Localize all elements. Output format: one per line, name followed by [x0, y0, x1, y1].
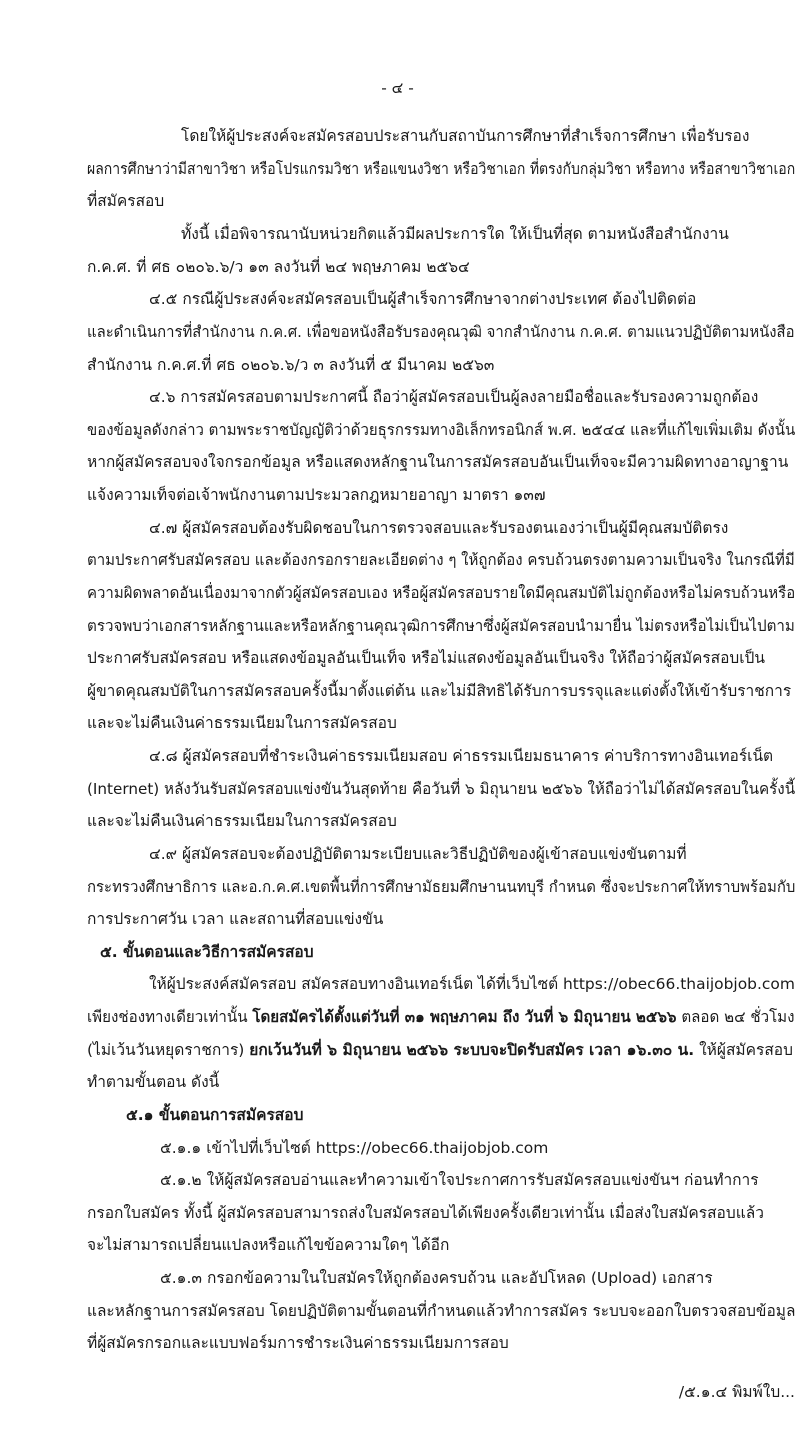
section-4-6-line: แจ้งความเท็จต่อเจ้าพนักงานตามประมวลกฎหมายอาญา มาตรา ๑๓๗ — [87, 486, 546, 504]
section-5-1-3-line: ที่ผู้สมัครกรอกและแบบฟอร์มการชำระเงินค่าธรรมเนียมการสอบ — [87, 1334, 509, 1352]
section-5-1-1-line: ๕.๑.๑ เข้าไปที่เว็บไซต์ https://obec66.thaijobjob.com — [160, 1139, 549, 1157]
section-4-8-line: และจะไม่คืนเงินค่าธรรมเนียมในการสมัครสอบ — [87, 812, 397, 830]
section-4-7-line: ความผิดพลาดอันเนื่องมาจากตัวผู้สมัครสอบเอง หรือผู้สมัครสอบรายใดมีคุณสมบัติไม่ถูกต้องหรือไม่ครบถ้วนหรือ — [87, 584, 796, 602]
section-4-5-line: สำนักงาน ก.ค.ศ.ที่ ศธ ๐๒๐๖.๖/ว ๓ ลงวันที่ ๕ มีนาคม ๒๕๖๓ — [87, 356, 495, 374]
section-5-line: (ไม่เว้นวันหยุดราชการ) ยกเว้นวันที่ ๖ มิถุนายน ๒๕๖๖ ระบบจะปิดรับสมัคร เวลา ๑๖.๓๐ น. ให้ผู้สมัครสอบ — [87, 1041, 793, 1059]
section-4-5-line: และดำเนินการที่สำนักงาน ก.ค.ศ. เพื่อขอหนังสือรับรองคุณวุฒิ จากสำนักงาน ก.ค.ศ. ตามแนวปฏิบัติตามหนังสือ — [87, 323, 795, 341]
section-4-6-line: หากผู้สมัครสอบจงใจกรอกข้อมูล หรือแสดงหลักฐานในการสมัครสอบอันเป็นเท็จจะมีความผิดทางอาญาฐาน — [87, 453, 789, 471]
paragraph-line: ก.ค.ศ. ที่ ศธ ๐๒๐๖.๖/ว ๑๓ ลงวันที่ ๒๔ พฤษภาคม ๒๕๖๔ — [87, 258, 470, 276]
section-4-7-line: ตรวจพบว่าเอกสารหลักฐานและหรือหลักฐานคุณวุฒิการศึกษาซึ่งผู้สมัครสอบนำมายื่น ไม่ตรงหรือไม่เป็นไปตาม — [87, 617, 795, 635]
section-5-line: เพียงช่องทางเดียวเท่านั้น โดยสมัครได้ตั้งแต่วันที่ ๓๑ พฤษภาคม ถึง วันที่ ๖ มิถุนายน ๒๕๖๖ ตลอด ๒๔ ชั่วโมง — [87, 1008, 795, 1026]
paragraph-line: โดยให้ผู้ประสงค์จะสมัครสอบประสานกับสถาบันการศึกษาที่สำเร็จการศึกษา เพื่อรับรอง — [181, 127, 750, 145]
section-4-8-line: ๔.๘ ผู้สมัครสอบที่ชำระเงินค่าธรรมเนียมสอบ ค่าธรรมเนียมธนาคาร ค่าบริการทางอินเทอร์เน็ต — [149, 747, 774, 765]
section-4-7-line: ผู้ขาดคุณสมบัติในการสมัครสอบครั้งนี้มาตั้งแต่ต้น และไม่มีสิทธิได้รับการบรรจุและแต่งตั้งให้เข้ารับราชการ — [87, 682, 792, 700]
page-number: - ๔ - — [381, 79, 414, 97]
section-5-line: ทำตามขั้นตอน ดังนี้ — [87, 1073, 220, 1091]
section-5-line: ให้ผู้ประสงค์สมัครสอบ สมัครสอบทางอินเทอร์เน็ต ได้ที่เว็บไซต์ https://obec66.thaijobjob.com — [149, 975, 795, 993]
section-4-9-line: ๔.๙ ผู้สมัครสอบจะต้องปฏิบัติตามระเบียบและวิธีปฏิบัติของผู้เข้าสอบแข่งขันตามที่ — [149, 845, 687, 863]
section-4-7-line: ประกาศรับสมัครสอบ หรือแสดงข้อมูลอันเป็นเท็จ หรือไม่แสดงข้อมูลอันเป็นจริง ให้ถือว่าผู้สมัครสอบเป็น — [87, 649, 765, 667]
section-5-heading: ๕. ขั้นตอนและวิธีการสมัครสอบ — [100, 943, 314, 961]
section-4-7-line: และจะไม่คืนเงินค่าธรรมเนียมในการสมัครสอบ — [87, 714, 397, 732]
paragraph-line: ทั้งนี้ เมื่อพิจารณานับหน่วยกิตแล้วมีผลประการใด ให้เป็นที่สุด ตามหนังสือสำนักงาน — [181, 225, 729, 243]
section-5-1-2-line: จะไม่สามารถเปลี่ยนแปลงหรือแก้ไขข้อความใดๆ ได้อีก — [87, 1236, 450, 1254]
section-5-1-3-line: ๕.๑.๓ กรอกข้อความในใบสมัครให้ถูกต้องครบถ้วน และอัปโหลด (Upload) เอกสาร — [160, 1269, 713, 1287]
section-4-9-line: การประกาศวัน เวลา และสถานที่สอบแข่งขัน — [87, 910, 384, 928]
paragraph-line: ผลการศึกษาว่ามีสาขาวิชา หรือโปรแกรมวิชา หรือแขนงวิชา หรือวิชาเอก ที่ตรงกับกลุ่มวิชา หรือทาง หรือสาขาวิชาเอก — [87, 160, 796, 178]
section-5-1-2-line: ๕.๑.๒ ให้ผู้สมัครสอบอ่านและทำความเข้าใจประกาศการรับสมัครสอบแข่งขันฯ ก่อนทำการ — [160, 1171, 759, 1189]
closing-time: ยกเว้นวันที่ ๖ มิถุนายน ๒๕๖๖ ระบบจะปิดรับสมัคร เวลา ๑๖.๓๐ น. — [249, 1041, 695, 1059]
section-5-1-3-line: และหลักฐานการสมัครสอบ โดยปฏิบัติตามขั้นตอนที่กำหนดแล้วทำการสมัคร ระบบจะออกใบตรวจสอบข้อมูล — [87, 1302, 796, 1320]
section-5-1-heading: ๕.๑ ขั้นตอนการสมัครสอบ — [126, 1106, 304, 1124]
section-4-6-line: ของข้อมูลดังกล่าว ตามพระราชบัญญัติว่าด้วยธุรกรรมทางอิเล็กทรอนิกส์ พ.ศ. ๒๕๔๔ และที่แก้ไขเพิ่มเติม ดังนั้น — [87, 421, 796, 439]
section-5-1-2-line: กรอกใบสมัคร ทั้งนี้ ผู้สมัครสอบสามารถส่งใบสมัครสอบได้เพียงครั้งเดียวเท่านั้น เมื่อส่งใบสมัครสอบแล้ว — [87, 1204, 764, 1222]
section-4-9-line: กระทรวงศึกษาธิการ และอ.ก.ค.ศ.เขตพื้นที่การศึกษามัธยมศึกษานนทบุรี กำหนด ซึ่งจะประกาศให้ทราบพร้อมกับ — [87, 878, 796, 896]
paragraph-line: ที่สมัครสอบ — [87, 192, 165, 210]
section-4-6-line: ๔.๖ การสมัครสอบตามประกาศนี้ ถือว่าผู้สมัครสอบเป็นผู้ลงลายมือชื่อและรับรองความถูกต้อง — [149, 388, 759, 406]
section-4-5-line: ๔.๕ กรณีผู้ประสงค์จะสมัครสอบเป็นผู้สำเร็จการศึกษาจากต่างประเทศ ต้องไปติดต่อ — [149, 290, 697, 308]
section-4-7-line: ๔.๗ ผู้สมัครสอบต้องรับผิดชอบในการตรวจสอบและรับรองตนเองว่าเป็นผู้มีคุณสมบัติตรง — [149, 519, 729, 537]
continuation-marker: /๕.๑.๔ พิมพ์ใบ... — [678, 1383, 795, 1401]
section-4-8-line: (Internet) หลังวันรับสมัครสอบแข่งขันวันสุดท้าย คือวันที่ ๖ มิถุนายน ๒๕๖๖ ให้ถือว่าไม่ได้สมัครสอบในครั้งนี้ — [87, 780, 796, 798]
section-4-7-line: ตามประกาศรับสมัครสอบ และต้องกรอกรายละเอียดต่าง ๆ ให้ถูกต้อง ครบถ้วนตรงตามความเป็นจริง ในกรณีที่มี — [87, 551, 795, 569]
application-period: โดยสมัครได้ตั้งแต่วันที่ ๓๑ พฤษภาคม ถึง วันที่ ๖ มิถุนายน ๒๕๖๖ — [252, 1008, 677, 1026]
